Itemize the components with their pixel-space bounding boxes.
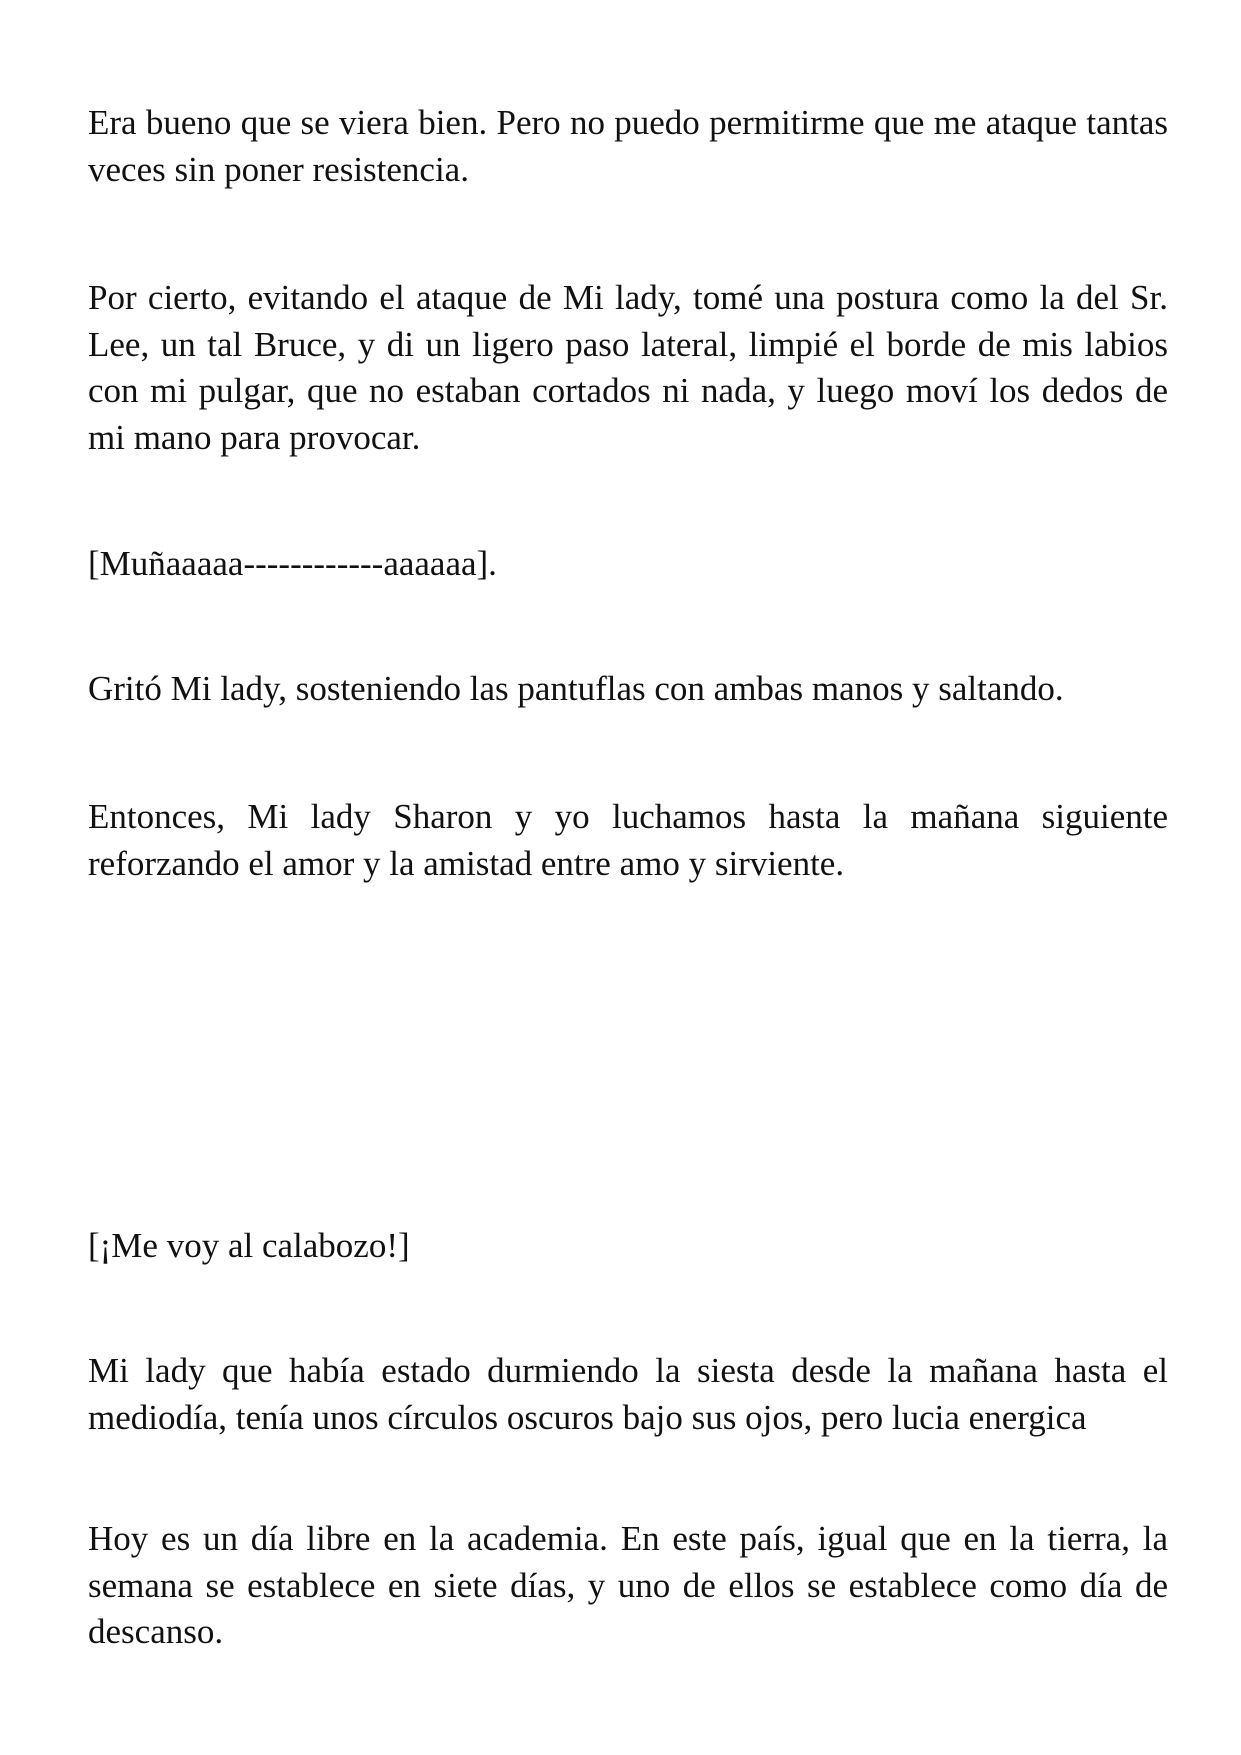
paragraph: Era bueno que se viera bien. Pero no puedo permitirme que me ataque tantas veces sin poner resistencia. xyxy=(88,103,1168,189)
paragraph: Entonces, Mi lady Sharon y yo luchamos hasta la mañana siguiente reforzando el amor y la amistad entre amo y sirviente. xyxy=(88,797,1168,883)
paragraph: Mi lady que había estado durmiendo la siesta desde la mañana hasta el mediodía, tenía unos círculos oscuros bajo sus ojos, pero lucia energica xyxy=(88,1351,1168,1437)
dialogue-line: [¡Me voy al calabozo!] xyxy=(88,1226,410,1265)
paragraph: Por cierto, evitando el ataque de Mi lady, tomé una postura como la del Sr. Lee, un tal Bruce, y di un ligero paso lateral, limpié el borde de mis labios con mi pulgar, que no estaban cortados ni nada, y luego moví los dedos de mi mano para provocar. xyxy=(88,278,1168,457)
paragraph: Gritó Mi lady, sosteniendo las pantuflas con ambas manos y saltando. xyxy=(88,669,1064,708)
dialogue-line: [Muñaaaaa------------aaaaaa]. xyxy=(88,544,497,583)
paragraph: Hoy es un día libre en la academia. En este país, igual que en la tierra, la semana se establece en siete días, y uno de ellos se establece como día de descanso. xyxy=(88,1519,1168,1651)
